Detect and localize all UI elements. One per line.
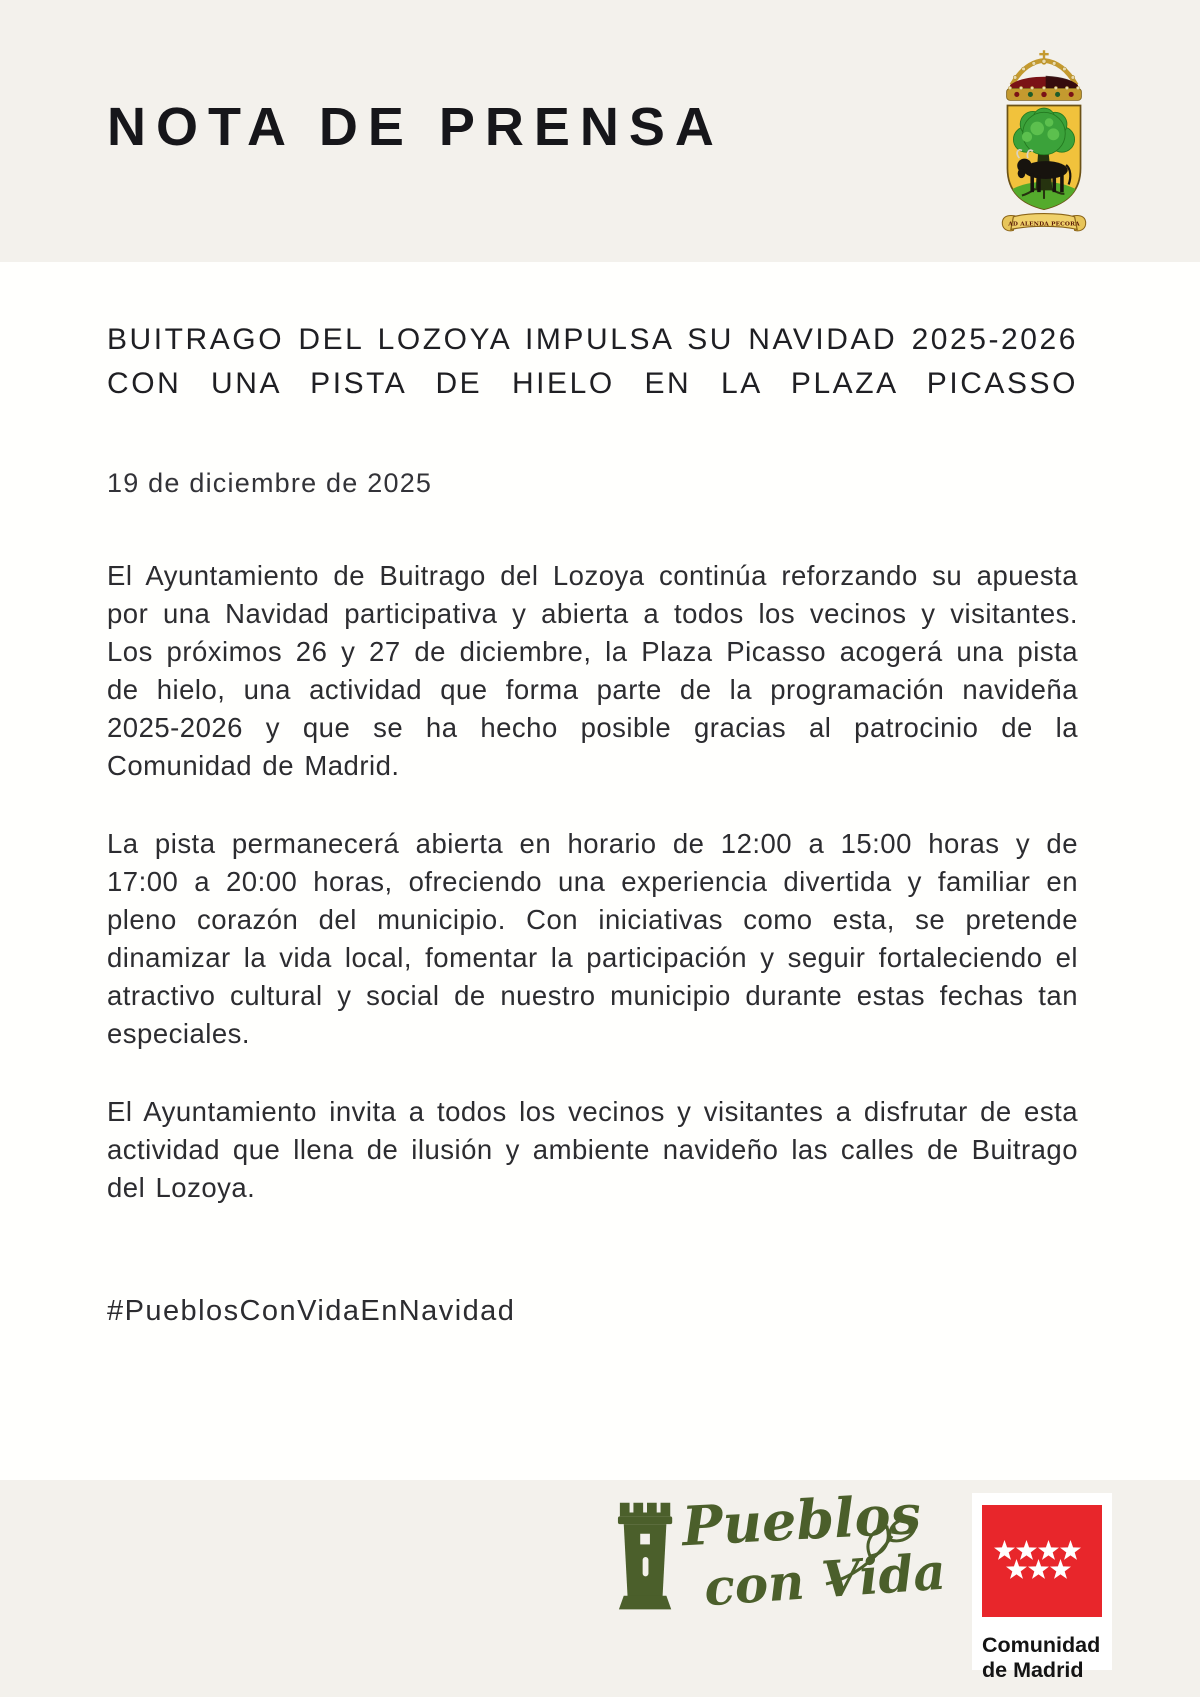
madrid-logo-line2: de Madrid [982, 1658, 1084, 1682]
footer-band [0, 1480, 1200, 1697]
pueblos-logo-word1: Pueblos [680, 1481, 923, 1559]
madrid-logo-line1: Comunidad [982, 1633, 1101, 1657]
leaf-sprig-icon [820, 1516, 920, 1588]
headline: BUITRAGO DEL LOZOYA IMPULSA SU NAVIDAD 2025-2026 CON UNA PISTA DE HIELO EN LA PLAZA PICASSO [107, 323, 1078, 400]
motto-banner [1002, 214, 1085, 231]
coat-of-arms-graphic [993, 46, 1095, 238]
paragraph-1: El Ayuntamiento de Buitrago del Lozoya continúa reforzando su apuesta por una Navidad participativa y abierta a todos los vecinos y visitantes. Los próximos 26 y 27 de diciembre, la Plaza Picasso acogerá una pista de hielo, una actividad que forma parte de la programación navideña 2025-2026 y que se ha hecho posible gracias al patrocinio de la Comunidad de Madrid. [107, 560, 1078, 781]
madrid-logo-wordmark [982, 1633, 1106, 1683]
header-band [0, 0, 1200, 262]
motto-text: AD ALENDA PECORA [1008, 221, 1080, 228]
pueblos-logo-word2: con Vida [702, 1541, 948, 1618]
coat-of-arms [993, 46, 1095, 238]
date-line: 19 de diciembre de 2025 [107, 468, 433, 498]
page-title: NOTA DE PRENSA [107, 97, 724, 157]
shield [1000, 105, 1088, 229]
pueblos-con-vida-logo [616, 1481, 948, 1644]
crown-icon [1007, 50, 1082, 100]
paragraph-2: La pista permanecerá abierta en horario de 12:00 a 15:00 horas y de 17:00 a 20:00 horas, ofreciendo una experiencia divertida y familiar en pleno corazón del municipio. Con iniciativas como esta, se pretende dinamizar la vida local, fomentar la participación y seguir fortaleciendo el atractivo cultural y social de nuestro municipio durante estas fechas tan especiales. [107, 828, 1078, 1049]
paragraph-3: El Ayuntamiento invita a todos los vecinos y visitantes a disfrutar de esta actividad que llena de ilusión y ambiente navideño las calles de Buitrago del Lozoya. [107, 1096, 1078, 1203]
comunidad-de-madrid-logo [972, 1493, 1112, 1682]
document-body [107, 262, 1078, 1328]
hashtag: #PueblosConVidaEnNavidad [107, 1295, 516, 1327]
castle-tower-icon [616, 1500, 678, 1614]
madrid-flag-icon [982, 1505, 1102, 1617]
